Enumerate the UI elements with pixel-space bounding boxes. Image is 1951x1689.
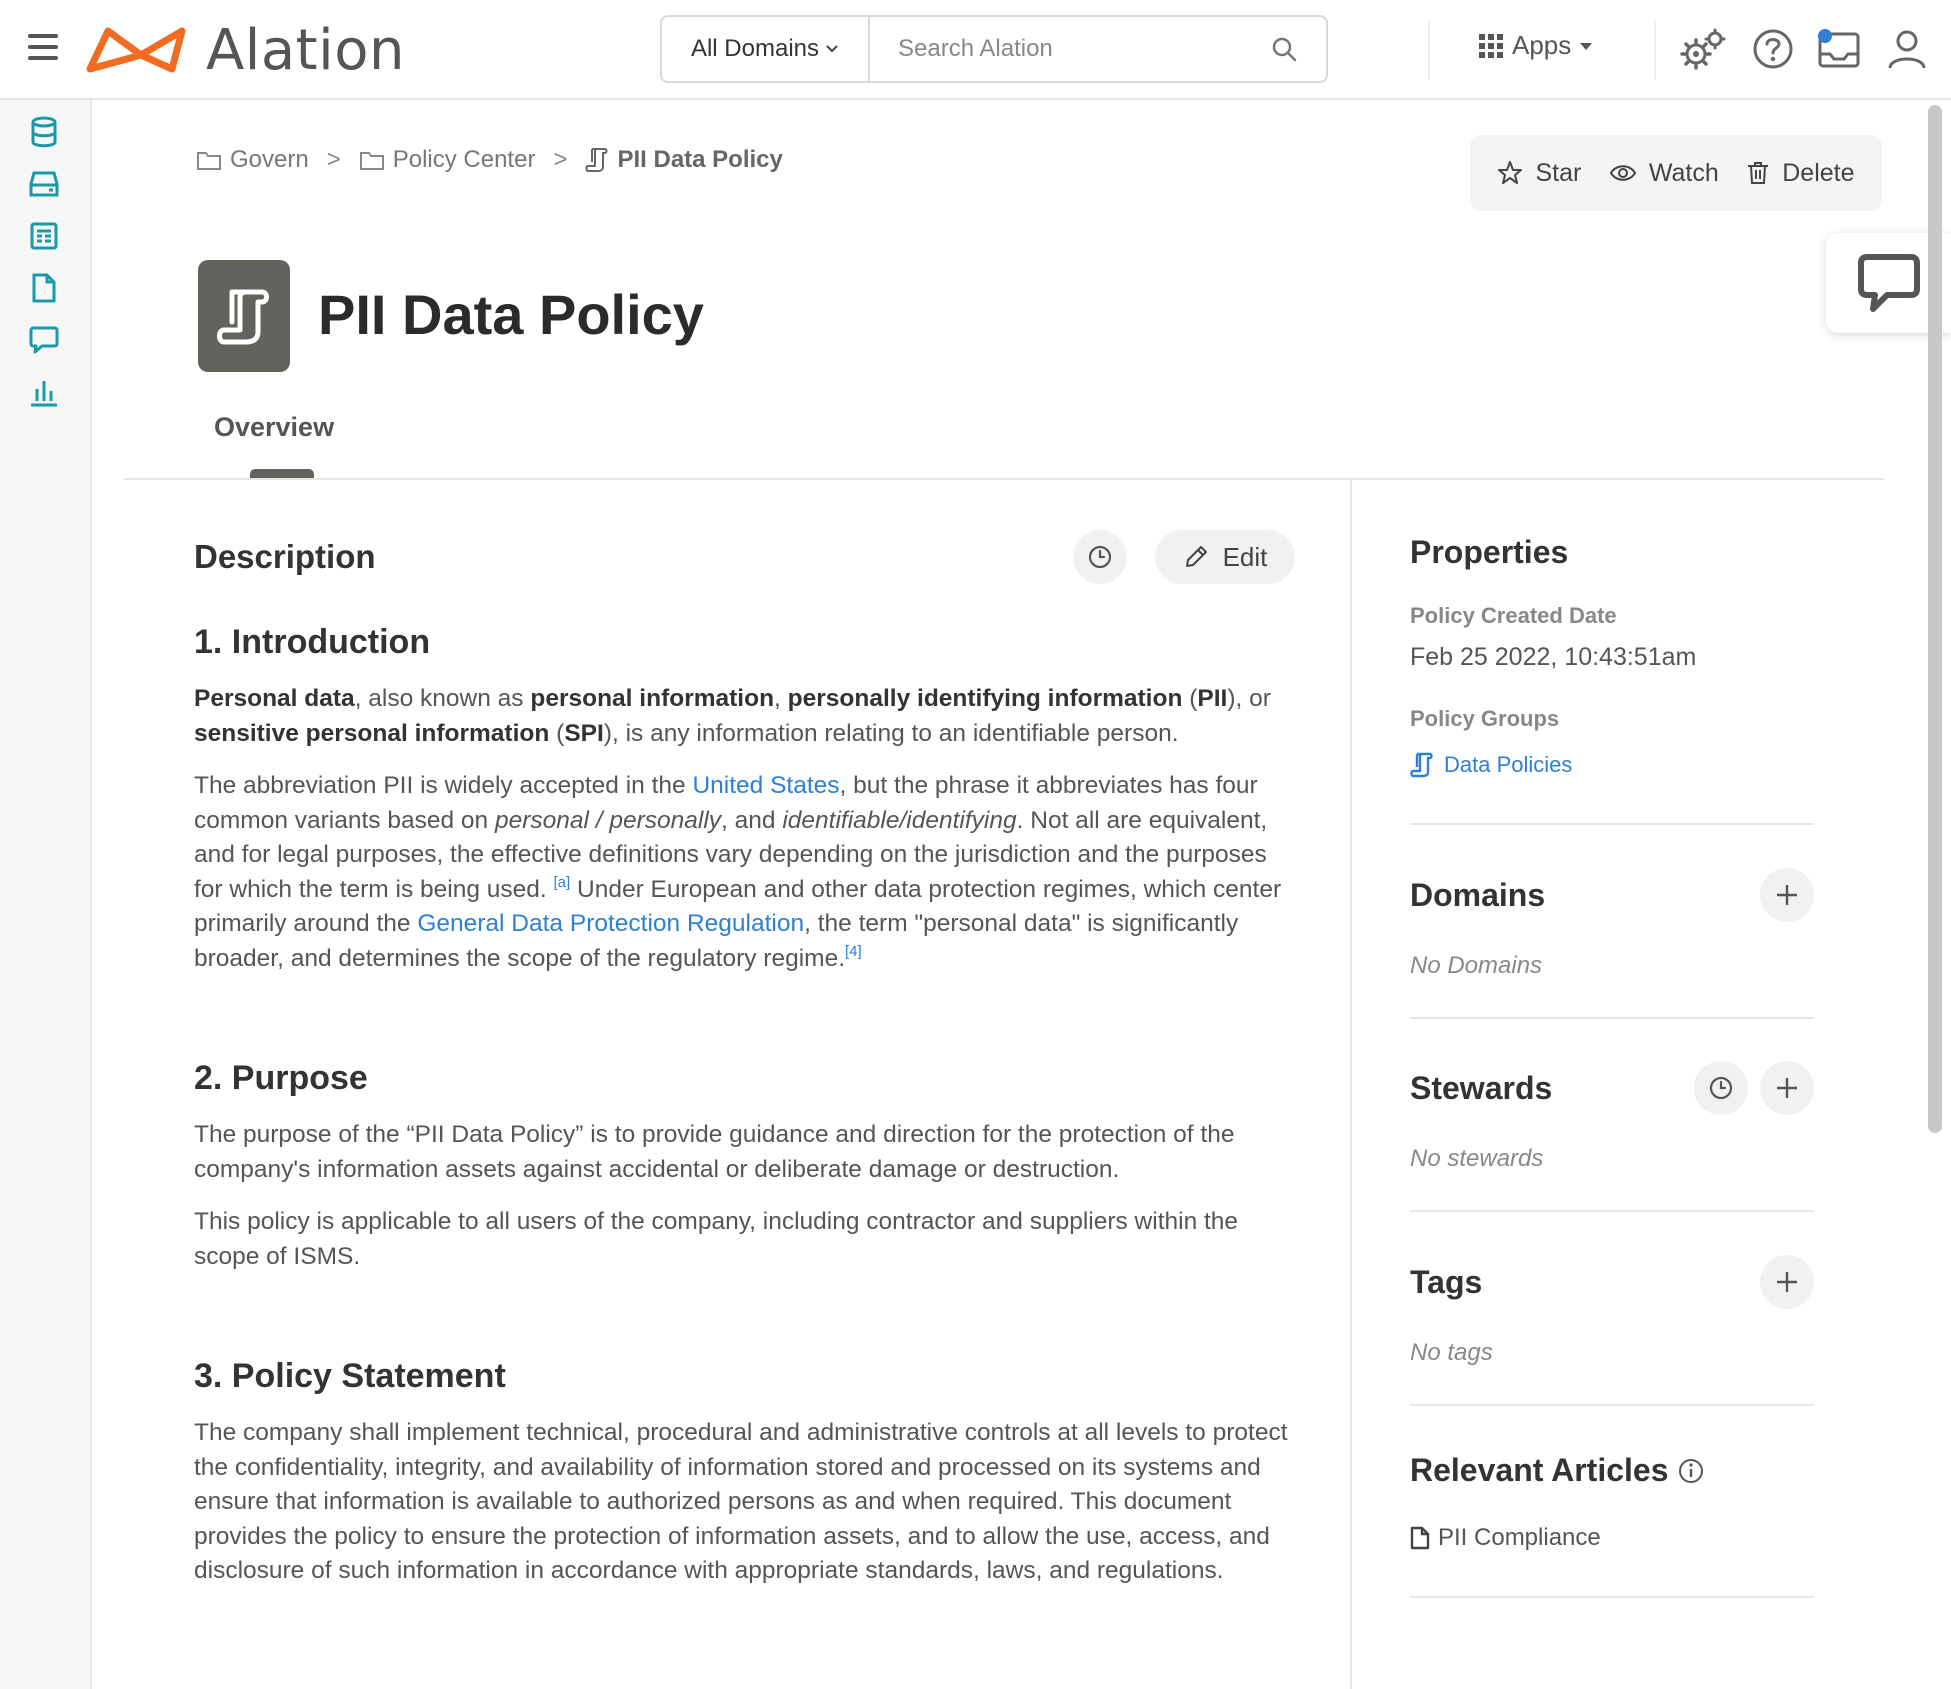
article-icon — [1410, 1526, 1430, 1550]
footnote-a-link[interactable]: [a] — [553, 873, 571, 891]
section-heading-policy-statement: 3. Policy Statement — [194, 1357, 506, 1395]
relevant-article-link[interactable] — [1410, 1524, 1601, 1552]
chat-bubble-icon — [1857, 251, 1921, 315]
tab-overview[interactable]: Overview — [214, 412, 335, 442]
user-profile-icon[interactable] — [1882, 24, 1932, 74]
section-divider — [1410, 1404, 1814, 1406]
breadcrumb-label: Govern — [230, 146, 309, 173]
footnote-4-link[interactable]: [4] — [845, 942, 862, 960]
plus-icon — [1775, 1076, 1799, 1100]
tags-heading: Tags — [1410, 1264, 1483, 1300]
section-divider — [1410, 1017, 1814, 1019]
breadcrumb-label: PII Data Policy — [617, 146, 783, 173]
gdpr-link[interactable]: General Data Protection Regulation — [417, 910, 805, 937]
policy-created-date-label: Policy Created Date — [1410, 603, 1617, 628]
united-states-link[interactable]: United States — [692, 772, 840, 799]
star-button[interactable] — [1497, 159, 1581, 188]
intro-paragraph-1: Personal data, also known as personal information, personally identifying information (PII), or sensitive personal information (SPI), is any information relating to an identifiable person. — [194, 685, 1271, 747]
domains-heading: Domains — [1410, 877, 1546, 913]
domain-select[interactable] — [662, 17, 870, 81]
purpose-paragraph-2: This policy is applicable to all users of the company, including contractor and suppliers within the scope of ISMS. — [194, 1208, 1239, 1270]
add-tag-button[interactable] — [1760, 1255, 1814, 1309]
section-heading-introduction: 1. Introduction — [194, 623, 431, 661]
apps-label: Apps — [1512, 30, 1572, 60]
bi-reports-icon[interactable] — [26, 218, 62, 254]
breadcrumb-separator: > — [326, 146, 341, 173]
search-icon[interactable] — [1270, 17, 1304, 81]
star-icon — [1497, 160, 1523, 186]
watch-label: Watch — [1648, 158, 1719, 187]
alation-logo[interactable] — [86, 17, 405, 83]
clock-icon — [1087, 544, 1113, 570]
breadcrumb-govern[interactable] — [196, 146, 309, 174]
settings-gears-icon[interactable] — [1678, 24, 1728, 74]
section-divider — [1410, 1210, 1814, 1212]
toolbar-divider — [1428, 20, 1430, 80]
stewards-history-button[interactable] — [1694, 1061, 1748, 1115]
data-sources-icon[interactable] — [26, 114, 62, 150]
policy-group-label: Data Policies — [1444, 752, 1573, 777]
hamburger-menu-icon[interactable] — [28, 32, 60, 62]
left-navigation-rail — [0, 100, 92, 1689]
description-heading: Description — [194, 538, 376, 575]
column-divider — [1350, 480, 1352, 1689]
toolbar-divider — [1654, 20, 1656, 80]
trash-icon — [1746, 160, 1770, 186]
stewards-heading: Stewards — [1410, 1070, 1553, 1106]
policy-groups-label: Policy Groups — [1410, 706, 1560, 731]
top-bar — [0, 0, 1951, 100]
domain-select-label: All Domains — [690, 35, 820, 62]
breadcrumb-policy-center[interactable] — [359, 146, 536, 174]
page-scrollbar[interactable] — [1925, 105, 1945, 1689]
breadcrumb-current — [585, 146, 782, 174]
watch-button[interactable] — [1609, 159, 1719, 188]
conversations-icon[interactable] — [26, 322, 62, 358]
edit-label: Edit — [1222, 541, 1268, 572]
policy-created-date-value: Feb 25 2022, 10:43:51am — [1410, 643, 1697, 671]
description-history-button[interactable] — [1073, 530, 1127, 584]
breadcrumb-separator: > — [553, 146, 568, 173]
edit-description-button[interactable] — [1155, 530, 1295, 584]
tabs-divider — [124, 478, 1884, 480]
articles-icon[interactable] — [26, 270, 62, 306]
brand-name: Alation — [206, 17, 405, 83]
delete-label: Delete — [1782, 158, 1855, 187]
inbox-notification-icon[interactable] — [1814, 24, 1864, 74]
section-heading-purpose: 2. Purpose — [194, 1059, 368, 1097]
intro-paragraph-2: The abbreviation PII is widely accepted in the United States, but the phrase it abbreviates has four common variants based on personal / personally, and identifiable/identifying. Not all are equivalent, and for legal purposes, the effective definitions vary depending on the jurisdiction and the purposes for which the term is being used. [a] Under European and other data protection regimes, which center primarily around the General Data Protection Regulation, the term "personal data" is significantly broader, and determines the scope of the regulatory regime.[4] — [194, 772, 1282, 972]
policy-description-body — [194, 620, 1294, 1607]
relevant-articles-header — [1410, 1452, 1704, 1489]
properties-heading: Properties — [1410, 534, 1569, 570]
analytics-icon[interactable] — [26, 374, 62, 410]
plus-icon — [1775, 1270, 1799, 1294]
file-systems-icon[interactable] — [26, 166, 62, 202]
policy-statement-paragraph: The company shall implement technical, procedural and administrative controls at all levels to protect the confidentiality, integrity, and availability of information stored and processed on its systems and ensure that information is available to authorized persons as and when required. This document provides the policy to ensure the protection of information assets, and to allow the use, access, and disclosure of such information in accordance with appropriate standards, laws, and regulations. — [194, 1419, 1288, 1584]
section-divider — [1410, 823, 1814, 825]
add-domain-button[interactable] — [1760, 868, 1814, 922]
alation-logo-mark-icon — [86, 25, 196, 75]
folder-icon — [196, 149, 222, 171]
policy-icon — [585, 147, 609, 173]
domains-empty-text: No Domains — [1410, 952, 1543, 979]
grid-icon — [1478, 33, 1504, 59]
relevant-article-label: PII Compliance — [1438, 1524, 1601, 1551]
scrollbar-thumb[interactable] — [1928, 105, 1942, 1133]
search-input[interactable] — [870, 17, 1270, 81]
search-bar — [660, 15, 1328, 83]
plus-icon — [1775, 883, 1799, 907]
eye-icon — [1609, 162, 1637, 184]
star-label: Star — [1535, 158, 1582, 187]
add-steward-button[interactable] — [1760, 1061, 1814, 1115]
policy-object-icon — [198, 260, 290, 372]
policy-icon — [1410, 752, 1434, 778]
purpose-paragraph-1: The purpose of the “PII Data Policy” is to provide guidance and direction for the protection of the company's information assets against accidental or deliberate damage or destruction. — [194, 1121, 1235, 1183]
caret-down-icon — [1579, 41, 1593, 51]
help-icon[interactable] — [1748, 24, 1798, 74]
object-actions-bar — [1470, 135, 1882, 211]
clock-icon — [1708, 1075, 1734, 1101]
pencil-icon — [1183, 544, 1209, 570]
info-icon[interactable] — [1678, 1458, 1704, 1484]
policy-group-link[interactable] — [1410, 752, 1572, 778]
tags-empty-text: No tags — [1410, 1339, 1493, 1366]
delete-button[interactable] — [1746, 159, 1854, 188]
breadcrumb — [196, 146, 783, 174]
breadcrumb-label: Policy Center — [392, 146, 536, 173]
apps-menu-button[interactable] — [1478, 30, 1593, 61]
stewards-empty-text: No stewards — [1410, 1145, 1544, 1172]
policy-scroll-icon — [214, 286, 274, 346]
chevron-down-icon — [825, 44, 839, 54]
relevant-articles-heading: Relevant Articles — [1410, 1452, 1669, 1488]
page-title: PII Data Policy — [318, 283, 704, 346]
folder-icon — [359, 149, 385, 171]
section-divider — [1410, 1596, 1814, 1598]
